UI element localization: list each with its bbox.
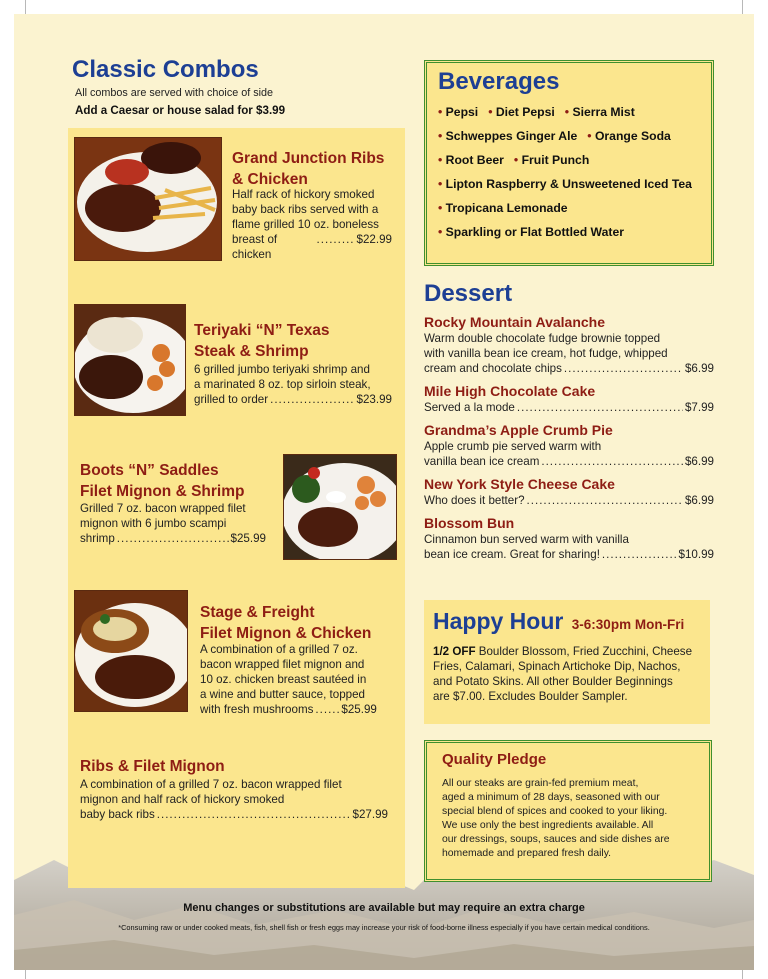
filet-chicken-photo <box>74 590 188 712</box>
beverage-item: • Lipton Raspberry & Unsweetened Iced Tea <box>438 177 692 191</box>
dessert-title: Dessert <box>424 280 513 307</box>
item-name: Grand Junction Ribs & Chicken <box>232 150 385 188</box>
ribs-chicken-photo <box>74 137 222 261</box>
item-price: $25.99 <box>230 532 266 545</box>
dessert-item: Grandma’s Apple Crumb Pie Apple crumb pie served warm with vanilla bean ice cream ..... $6.99 <box>424 422 714 469</box>
crop-mark <box>25 0 26 14</box>
item-price: $23.99 <box>356 393 392 406</box>
beverage-row <box>438 172 704 196</box>
dessert-price: $6.99 <box>684 494 714 507</box>
beverage-row <box>438 220 704 244</box>
teriyaki-steak-photo <box>74 304 186 416</box>
combos-salad-note: Add a Caesar or house salad for $3.99 <box>75 104 286 117</box>
item-description: A combination of a grilled 7 oz. bacon wrapped filet mignon and 10 oz. chicken breast sautéed in a wine and butter sauce, topped with fresh mushrooms ..... $25.99 <box>200 642 392 717</box>
menu-page <box>14 14 754 970</box>
beverages-title: Beverages <box>438 68 560 95</box>
item-name: Teriyaki “N” Texas Steak & Shrimp <box>194 322 330 360</box>
beverage-item: • Diet Pepsi <box>488 105 555 119</box>
beverage-item: • Fruit Punch <box>514 153 589 167</box>
classic-combos-title: Classic Combos <box>72 56 259 83</box>
beverages-list <box>438 100 704 244</box>
food-safety-warning: *Consuming raw or under cooked meats, fish, shell fish or fresh eggs may increase your risk of food-borne illness especially if you have certain medical conditions. <box>118 923 650 932</box>
beverage-item: • Sparkling or Flat Bottled Water <box>438 225 624 239</box>
dessert-item: Blossom Bun Cinnamon bun served warm with vanilla bean ice cream. Great for sharing! ..... $10.99 <box>424 515 714 562</box>
item-name: Boots “N” Saddles Filet Mignon & Shrimp <box>80 462 245 500</box>
dessert-item: Mile High Chocolate Cake Served a la mode ..... $7.99 <box>424 383 714 415</box>
item-description: A combination of a grilled 7 oz. bacon wrapped filet mignon and half rack of hickory smoked baby back ribs ..... $27.99 <box>80 777 388 822</box>
beverage-item: • Pepsi <box>438 105 478 119</box>
beverage-item: • Root Beer <box>438 153 504 167</box>
item-price: $22.99 <box>356 233 392 246</box>
dessert-price: $10.99 <box>678 548 714 561</box>
item-price: $25.99 <box>341 703 377 716</box>
happy-hour-heading: Happy Hour 3-6:30pm Mon-Fri <box>433 608 685 634</box>
menu-changes-note: Menu changes or substitutions are available but may require an extra charge <box>183 902 585 914</box>
beverage-row <box>438 148 704 172</box>
dessert-price: $6.99 <box>684 455 714 468</box>
item-description: 6 grilled jumbo teriyaki shrimp and a marinated 8 oz. top sirloin steak, grilled to order ..... $23.99 <box>194 362 392 407</box>
beverage-row <box>438 100 704 124</box>
happy-hour-text: 1/2 OFF Boulder Blossom, Fried Zucchini, Cheese Fries, Calamari, Spinach Artichoke Dip, Nachos, and Potato Skins. All other Boulder Beginnings are $7.00. Excludes Boulder Sampler. <box>433 645 693 703</box>
dessert-price: $7.99 <box>684 401 714 414</box>
beverage-item: • Schweppes Ginger Ale <box>438 129 577 143</box>
dessert-price: $6.99 <box>684 362 714 375</box>
dessert-item: Rocky Mountain Avalanche Warm double chocolate fudge brownie topped with vanilla bean ice cream, hot fudge, whipped cream and chocolate chips ..... $6.99 <box>424 314 714 376</box>
beverage-item: • Orange Soda <box>587 129 671 143</box>
item-price: $27.99 <box>352 808 388 821</box>
beverage-row <box>438 196 704 220</box>
beverage-item: • Tropicana Lemonade <box>438 201 568 215</box>
item-name: Stage & Freight Filet Mignon & Chicken <box>200 604 372 642</box>
dessert-item: New York Style Cheese Cake Who does it better? ..... $6.99 <box>424 476 714 508</box>
combos-side-note: All combos are served with choice of side <box>75 87 274 99</box>
item-description: Grilled 7 oz. bacon wrapped filet mignon with 6 jumbo scampi shrimp ..... $25.99 <box>80 501 266 546</box>
beverage-row <box>438 124 704 148</box>
dessert-list <box>424 314 714 562</box>
beverage-item: • Sierra Mist <box>565 105 635 119</box>
item-name: Ribs & Filet Mignon <box>80 758 225 775</box>
crop-mark <box>742 0 743 14</box>
filet-shrimp-photo <box>283 454 397 560</box>
quality-pledge-text: All our steaks are grain-fed premium meat, aged a minimum of 28 days, seasoned with our special blend of spices and cooked to your liking. We use only the best ingredients available. All our dressings, soups, sauces and side dishes are homemade and prepared fresh daily. <box>442 778 670 859</box>
item-description: Half rack of hickory smoked baby back ribs served with a flame grilled 10 oz. boneless breast of chicken ..... $22.99 <box>232 187 392 262</box>
quality-pledge-title: Quality Pledge <box>442 751 547 768</box>
